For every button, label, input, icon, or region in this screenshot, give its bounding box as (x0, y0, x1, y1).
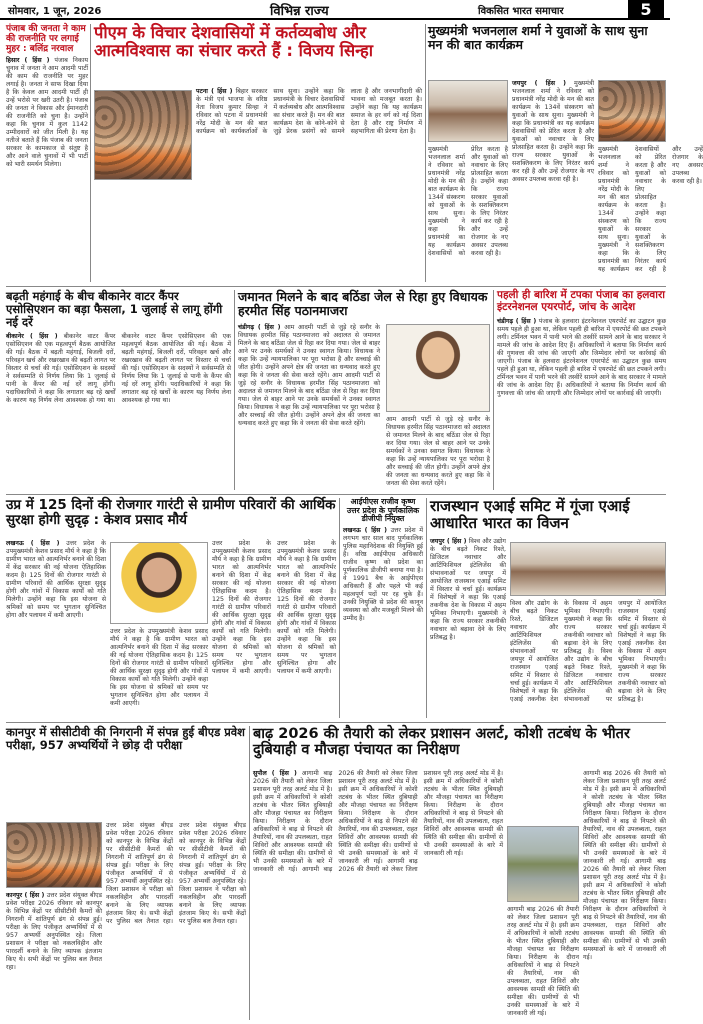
headline: पहली ही बारिश में टपका पंजाब का हलवारा इंटरनेशनल एयरपोर्ट, जांच के आदेश (497, 289, 665, 313)
dateline: बीकानेर ( हिंस ) (6, 332, 58, 340)
keshav-photo (110, 542, 208, 624)
row-rule (6, 722, 666, 723)
dateline: पटना ( हिंस ) (196, 88, 233, 95)
article-vijay-sinha (94, 24, 422, 282)
dateline: चंडीगढ़ ( हिंस ) (497, 317, 537, 325)
headline: बाढ़ 2026 की तैयारी को लेकर प्रशासन अलर्ट, कोशी तटबंध के भीतर दुबियाही व मौजहा पंचायत का निरीक्षण (253, 726, 630, 759)
article-bathinda (238, 290, 490, 490)
dateline: लखनऊ ( हिंस ) (6, 540, 60, 547)
section-title: विभिन्न राज्य (270, 4, 329, 19)
article-body-cont: मुख्यमंत्री भजनलाल शर्मा ने रविवार को प्रधानमंत्री नरेंद्र मोदी के मन की बात कार्यक्रम के 134वें संस्करण को युवाओं के साथ सुना। मुख्यमंत्री ने कहा कि प्रधानमंत्री का यह कार्यक्रम देशवासियों को प्रेरित करता है और युवाओं को नवाचार के लिए प्रोत्साहित करता है। उन्होंने कहा कि राज्य सरकार युवाओं के सशक्तिकरण के लिए निरंतर कार्य कर रही है और उन्हें रोजगार के नए अवसर उपलब्ध करवा रही है। (428, 146, 508, 257)
column-rule (90, 24, 91, 282)
page-number: 5 (628, 0, 664, 20)
column-rule (493, 290, 494, 490)
headline: पंजाब की जनता ने काम की राजनीति पर लगाई मुहर : बलिंद्र नरवाल (6, 24, 86, 55)
article-body-cont: मुख्यमंत्री भजनलाल शर्मा ने रविवार को प्रधानमंत्री नरेंद्र मोदी के मन की बात कार्यक्रम के 134वें संस्करण को युवाओं के साथ सुना। मुख्यमंत्री ने कहा कि प्रधानमंत्री का यह कार्यक्रम देशवासियों को प्रेरित करता है और युवाओं को नवाचार के लिए प्रोत्साहित करता है। उन्होंने कहा कि राज्य सरकार युवाओं के सशक्तिकरण के लिए निरंतर कार्य कर रही है और उन्हें रोजगार के नए अवसर उपलब्ध करवा रही है। (598, 146, 703, 273)
article-kanpur (6, 726, 246, 1020)
dateline: सुपौल ( हिंस ) (253, 770, 297, 777)
article-body: हिसार ( हिंस ) पंजाब निकाय चुनाव में जनता ने आम आदमी पार्टी की काम की राजनीति पर मुहर लगाई है। जनता ने साफ दिखा दिया है कि केवल आम आदमी पार्टी ही उन्हें भरोसे पर खरी उतरी है। पंजाब की जनता ने विकास और ईमानदारी की राजनीति को चुना है। उन्होंने कहा कि चुनाव में कुल 1142 उम्मीदवारों को जीत मिली है। यह नतीजे बताते हैं कि पंजाब की जनता सरकार के कामकाज से संतुष्ट है और आने वाले चुनावों में भी पार्टी को भारी समर्थन मिलेगा। (6, 57, 88, 169)
article-body: लखनऊ ( हिंस ) उत्तर प्रदेश के उपमुख्यमंत्री केशव प्रसाद मौर्य ने कहा है कि ग्रामीण भारत को आत्मनिर्भर बनाने की दिशा में केंद्र सरकार की नई योजना ऐतिहासिक कदम है। 125 दिनों की रोजगार गारंटी से ग्रामीण परिवारों की आर्थिक सुरक्षा सुदृढ़ होगी और गांवों में विकास कार्यों को गति मिलेगी। उन्होंने कहा कि इस योजना से श्रमिकों को समय पर भुगतान सुनिश्चित होगा और पलायन में कमी आएगी। (6, 540, 106, 619)
flood-photo (507, 826, 579, 902)
row-rule (6, 494, 666, 495)
article-body-cont: आगामी बाढ़ 2026 की तैयारी को लेकर जिला प्रशासन पूरी तरह अलर्ट मोड में है। इसी क्रम में अधिकारियों ने कोशी तटबंध के भीतर स्थित दुबियाही और मौजहा पंचायत का निरीक्षण किया। निरीक्षण के दौरान अधिकारियों ने बाढ़ से निपटने की तैयारियों, नाव की उपलब्धता, राहत शिविरों और आवश्यक सामग्री की स्थिति की समीक्षा की। ग्रामीणों से भी उनकी समस्याओं के बारे में जानकारी ली गई। आगामी बाढ़ 2026 की तैयारी को लेकर जिला प्रशासन पूरी तरह अलर्ट मोड में है। इसी क्रम में अधिकारियों ने कोशी तटबंध के भीतर स्थित दुबियाही और मौजहा पंचायत का निरीक्षण किया। निरीक्षण के दौरान अधिकारियों ने बाढ़ से निपटने की तैयारियों, नाव की उपलब्धता, राहत शिविरों और आवश्यक सामग्री की स्थिति की समीक्षा की। ग्रामीणों से भी उनकी समस्याओं के बारे में जानकारी ली गई। (583, 770, 666, 961)
article-body: बीकानेर ( हिंस ) बीकानेर वाटर कैंपर एसोसिएशन की एक महत्वपूर्ण बैठक आयोजित की गई। बैठक में बढ़ती महंगाई, बिजली दरों, परिवहन खर्च और रखरखाव की बढ़ती लागत पर विस्तार से चर्चा की गई। एसोसिएशन के सदस्यों ने सर्वसम्मति से निर्णय लिया कि 1 जुलाई से पानी के कैंपर की नई दरें लागू होंगी। पदाधिकारियों ने कहा कि लगातार बढ़ रहे खर्चों के कारण यह निर्णय लेना आवश्यक हो गया था। बीकानेर वाटर कैंपर एसोसिएशन की एक महत्वपूर्ण बैठक आयोजित की गई। बैठक में बढ़ती महंगाई, बिजली दरों, परिवहन खर्च और रखरखाव की बढ़ती लागत पर विस्तार से चर्चा की गई। एसोसिएशन के सदस्यों ने सर्वसम्मति से निर्णय लिया कि 1 जुलाई से पानी के कैंपर की नई दरें लागू होंगी। पदाधिकारियों ने कहा कि लगातार बढ़ रहे खर्चों के कारण यह निर्णय लेना आवश्यक हो गया था। (6, 332, 231, 404)
paper-name: विकसित भारत समाचार (478, 6, 564, 17)
article-body: सुपौल ( हिंस ) आगामी बाढ़ 2026 की तैयारी को लेकर जिला प्रशासन पूरी तरह अलर्ट मोड में है। इसी क्रम में अधिकारियों ने कोशी तटबंध के भीतर स्थित दुबियाही और मौजहा पंचायत का निरीक्षण किया। निरीक्षण के दौरान अधिकारियों ने बाढ़ से निपटने की तैयारियों, नाव की उपलब्धता, राहत शिविरों और आवश्यक सामग्री की स्थिति की समीक्षा की। ग्रामीणों से भी उनकी समस्याओं के बारे में जानकारी ली गई। आगामी बाढ़ 2026 की तैयारी को लेकर जिला प्रशासन पूरी तरह अलर्ट मोड में है। इसी क्रम में अधिकारियों ने कोशी तटबंध के भीतर स्थित दुबियाही और मौजहा पंचायत का निरीक्षण किया। निरीक्षण के दौरान अधिकारियों ने बाढ़ से निपटने की तैयारियों, नाव की उपलब्धता, राहत शिविरों और आवश्यक सामग्री की स्थिति की समीक्षा की। ग्रामीणों से भी उनकी समस्याओं के बारे में जानकारी ली गई। आगामी बाढ़ 2026 की तैयारी को लेकर जिला प्रशासन पूरी तरह अलर्ट मोड में है। इसी क्रम में अधिकारियों ने कोशी तटबंध के भीतर स्थित दुबियाही और मौजहा पंचायत का निरीक्षण किया। निरीक्षण के दौरान अधिकारियों ने बाढ़ से निपटने की तैयारियों, नाव की उपलब्धता, राहत शिविरों और आवश्यक सामग्री की स्थिति की समीक्षा की। ग्रामीणों से भी उनकी समस्याओं के बारे में जानकारी ली गई। (253, 770, 503, 873)
dateline: जयपुर ( हिंस ) (430, 538, 467, 545)
article-body: कानपुर ( हिंस ) उत्तर प्रदेश संयुक्त बीएड प्रवेश परीक्षा 2026 रविवार को कानपुर के विभिन्न केंद्रों पर सीसीटीवी कैमरों की निगरानी में शांतिपूर्ण ढंग से संपन्न हुई। परीक्षा के लिए पंजीकृत अभ्यर्थियों में से 957 अभ्यर्थी अनुपस्थित रहे। जिला प्रशासन ने परीक्षा को नकलविहीन और पारदर्शी बनाने के लिए व्यापक इंतजाम किए थे। सभी केंद्रों पर पुलिस बल तैनात रहा। (6, 892, 102, 971)
article-rajasthan-ai (430, 498, 666, 718)
page-header (0, 0, 670, 20)
exam-photo (6, 822, 102, 888)
event-photo (428, 80, 508, 142)
article-punjab (6, 24, 88, 282)
article-body: जयपुर ( हिंस ) मुख्यमंत्री भजनलाल शर्मा ने रविवार को प्रधानमंत्री नरेंद्र मोदी के मन की बात कार्यक्रम के 134वें संस्करण को युवाओं के साथ सुना। मुख्यमंत्री ने कहा कि प्रधानमंत्री का यह कार्यक्रम देशवासियों को प्रेरित करता है और युवाओं को नवाचार के लिए प्रोत्साहित करता है। उन्होंने कहा कि राज्य सरकार युवाओं के सशक्तिकरण के लिए निरंतर कार्य कर रही है और उन्हें रोजगार के नए अवसर उपलब्ध करवा रही है। (512, 80, 594, 183)
column-rule (425, 24, 426, 282)
dateline: लखनऊ ( हिंस ) (343, 527, 388, 535)
article-body: जयपुर ( हिंस ) विश्व और उद्योग के बीच बढ़ते निकट रिश्ते, डिजिटल नवाचार और आर्टिफिशियल इंटेलिजेंस की संभावनाओं पर जयपुर में आयोजित राजस्थान एआई समिट में विस्तार से चर्चा हुई। कार्यक्रम में विशेषज्ञों ने कहा कि एआई तकनीक देश के विकास में अहम भूमिका निभाएगी। मुख्यमंत्री ने कहा कि राज्य सरकार तकनीकी नवाचार को बढ़ावा देने के लिए प्रतिबद्ध है। (430, 538, 506, 641)
article-body: चंडीगढ़ ( हिंस ) पंजाब के हलवारा इंटरनेशनल एयरपोर्ट का उद्घाटन कुछ समय पहले ही हुआ था, लेकिन पहली ही बारिश में एयरपोर्ट की छत टपकने लगी। टर्मिनल भवन में पानी भरने की तस्वीरें सामने आने के बाद सरकार ने मामले की जांच के आदेश दिए हैं। अधिकारियों ने बताया कि निर्माण कार्य की गुणवत्ता की जांच की जाएगी और जिम्मेदार लोगों पर कार्रवाई की जाएगी। पंजाब के हलवारा इंटरनेशनल एयरपोर्ट का उद्घाटन कुछ समय पहले ही हुआ था, लेकिन पहली ही बारिश में एयरपोर्ट की छत टपकने लगी। टर्मिनल भवन में पानी भरने की तस्वीरें सामने आने के बाद सरकार ने मामले की जांच के आदेश दिए हैं। अधिकारियों ने बताया कि निर्माण कार्य की गुणवत्ता की जांच की जाएगी और जिम्मेदार लोगों पर कार्रवाई की जाएगी। (497, 317, 666, 397)
article-body: लखनऊ ( हिंस ) उत्तर प्रदेश में लगभग चार साल बाद पूर्णकालिक पुलिस महानिदेशक की नियुक्ति हुई है। वरिष्ठ आईपीएस अधिकारी राजीव कृष्ण को प्रदेश का पूर्णकालिक डीजीपी बनाया गया है। वे 1991 बैच के आईपीएस अधिकारी हैं और पहले भी कई महत्वपूर्ण पदों पर रह चुके हैं। उनकी नियुक्ति से प्रदेश की कानून व्यवस्था को और मजबूती मिलने की उम्मीद है। (343, 527, 424, 623)
article-body-cont: आम आदमी पार्टी से जुड़े रहे सनौर के विधायक हरमीत सिंह पठानमाजरा को अदालत से जमानत मिलने के बाद बठिंडा जेल से रिहा कर दिया गया। जेल से बाहर आने पर उनके समर्थकों ने उनका स्वागत किया। विधायक ने कहा कि उन्हें न्यायपालिका पर पूरा भरोसा है और सच्चाई की जीत होगी। उन्होंने अपने क्षेत्र की जनता का धन्यवाद करते हुए कहा कि वे जनता की सेवा करते रहेंगे। (386, 416, 491, 487)
article-body-cont: आगामी बाढ़ 2026 की तैयारी को लेकर जिला प्रशासन पूरी तरह अलर्ट मोड में है। इसी क्रम में अधिकारियों ने कोशी तटबंध के भीतर स्थित दुबियाही और मौजहा पंचायत का निरीक्षण किया। निरीक्षण के दौरान अधिकारियों ने बाढ़ से निपटने की तैयारियों, नाव की उपलब्धता, राहत शिविरों और आवश्यक सामग्री की स्थिति की समीक्षा की। ग्रामीणों से भी उनकी समस्याओं के बारे में जानकारी ली गई। (507, 906, 579, 1017)
article-body-cont: उत्तर प्रदेश के उपमुख्यमंत्री केशव प्रसाद मौर्य ने कहा है कि ग्रामीण भारत को आत्मनिर्भर बनाने की दिशा में केंद्र सरकार की नई योजना ऐतिहासिक कदम है। 125 दिनों की रोजगार गारंटी से ग्रामीण परिवारों की आर्थिक सुरक्षा सुदृढ़ होगी और गांवों में विकास कार्यों को गति मिलेगी। उन्होंने कहा कि इस योजना से श्रमिकों को समय पर भुगतान सुनिश्चित होगा और पलायन में कमी आएगी। उत्तर प्रदेश के उपमुख्यमंत्री केशव प्रसाद मौर्य ने कहा है कि ग्रामीण भारत को आत्मनिर्भर बनाने की दिशा में केंद्र सरकार की नई योजना ऐतिहासिक कदम है। 125 दिनों की रोजगार गारंटी से ग्रामीण परिवारों की आर्थिक सुरक्षा सुदृढ़ होगी और गांवों में विकास कार्यों को गति मिलेगी। उन्होंने कहा कि इस योजना से श्रमिकों को समय पर भुगतान सुनिश्चित होगा और पलायन में कमी आएगी। (212, 540, 336, 675)
headline: कानपुर में सीसीटीवी की निगरानी में संपन्न हुई बीएड प्रवेश परीक्षा, 957 अभ्यर्थियों ने छोड़ दी परीक्षा (6, 725, 245, 752)
event-photo (94, 90, 192, 180)
article-flood (253, 726, 666, 1020)
mla-photo (386, 324, 490, 412)
article-dgp (343, 498, 423, 718)
article-bhajanlal (428, 23, 703, 282)
row-rule (6, 286, 666, 287)
column-rule (339, 498, 340, 718)
headline: राजस्थान एआई समिट में गूंजा एआई आधारित भारत का विजन (430, 497, 630, 532)
dateline: जयपुर ( हिंस ) (512, 80, 567, 87)
article-halwara (497, 290, 666, 490)
article-bikaner (6, 290, 231, 490)
headline: मुख्यमंत्री भजनलाल शर्मा ने युवाओं के साथ सुना मन की बात कार्यक्रम (428, 23, 648, 52)
article-keshav-maurya (6, 498, 336, 718)
article-body-cont: उत्तर प्रदेश संयुक्त बीएड प्रवेश परीक्षा 2026 रविवार को कानपुर के विभिन्न केंद्रों पर सीसीटीवी कैमरों की निगरानी में शांतिपूर्ण ढंग से संपन्न हुई। परीक्षा के लिए पंजीकृत अभ्यर्थियों में से 957 अभ्यर्थी अनुपस्थित रहे। जिला प्रशासन ने परीक्षा को नकलविहीन और पारदर्शी बनाने के लिए व्यापक इंतजाम किए थे। सभी केंद्रों पर पुलिस बल तैनात रहा। उत्तर प्रदेश संयुक्त बीएड प्रवेश परीक्षा 2026 रविवार को कानपुर के विभिन्न केंद्रों पर सीसीटीवी कैमरों की निगरानी में शांतिपूर्ण ढंग से संपन्न हुई। परीक्षा के लिए पंजीकृत अभ्यर्थियों में से 957 अभ्यर्थी अनुपस्थित रहे। जिला प्रशासन ने परीक्षा को नकलविहीन और पारदर्शी बनाने के लिए व्यापक इंतजाम किए थे। सभी केंद्रों पर पुलिस बल तैनात रहा। (106, 822, 246, 925)
headline: बढ़ती महंगाई के बीच बीकानेर वाटर कैंपर एसोसिएशन का बड़ा फैसला, 1 जुलाई से लागू होंगी नई दरें (6, 289, 223, 329)
article-body-cont: विश्व और उद्योग के बीच बढ़ते निकट रिश्ते, डिजिटल नवाचार और आर्टिफिशियल इंटेलिजेंस की संभावनाओं पर जयपुर में आयोजित राजस्थान एआई समिट में विस्तार से चर्चा हुई। कार्यक्रम में विशेषज्ञों ने कहा कि एआई तकनीक देश के विकास में अहम भूमिका निभाएगी। मुख्यमंत्री ने कहा कि राज्य सरकार तकनीकी नवाचार को बढ़ावा देने के लिए प्रतिबद्ध है। विश्व और उद्योग के बीच बढ़ते निकट रिश्ते, डिजिटल नवाचार और आर्टिफिशियल इंटेलिजेंस की संभावनाओं पर जयपुर में आयोजित राजस्थान एआई समिट में विस्तार से चर्चा हुई। कार्यक्रम में विशेषज्ञों ने कहा कि एआई तकनीक देश के विकास में अहम भूमिका निभाएगी। मुख्यमंत्री ने कहा कि राज्य सरकार तकनीकी नवाचार को बढ़ावा देने के लिए प्रतिबद्ध है। (510, 600, 666, 703)
article-body: पटना ( हिंस ) बिहार सरकार के मंत्री एवं भाजपा के वरिष्ठ नेता विजय कुमार सिन्हा ने रविवार को पटना में प्रधानमंत्री नरेंद्र मोदी के मन की बात कार्यक्रम को कार्यकर्ताओं के साथ सुना। उन्होंने कहा कि प्रधानमंत्री के विचार देशवासियों में कर्तव्यबोध और आत्मविश्वास का संचार करते हैं। मन की बात कार्यक्रम देश के कोने-कोने से जुड़े प्रेरक प्रसंगों को सामने लाता है और जनभागीदारी की भावना को मजबूत करता है। उन्होंने कहा कि यह कार्यक्रम समाज के हर वर्ग को नई दिशा देता है और राष्ट्र निर्माण में सहभागिता की प्रेरणा देता है। (196, 88, 422, 135)
headline: आईपीएस राजीव कृष्ण उत्तर प्रदेश के पूर्णकालिक डीजीपी नियुक्त (346, 497, 420, 524)
dateline: चंडीगढ़ ( हिंस ) (238, 324, 281, 331)
headline: उप्र में 125 दिनों की रोजगार गारंटी से ग्रामीण परिवारों की आर्थिक सुरक्षा होगी सुदृढ़ : केशव प्रसाद मौर्य (6, 497, 336, 529)
summit-photo (510, 542, 666, 596)
article-body-cont: उत्तर प्रदेश के उपमुख्यमंत्री केशव प्रसाद मौर्य ने कहा है कि ग्रामीण भारत को आत्मनिर्भर बनाने की दिशा में केंद्र सरकार की नई योजना ऐतिहासिक कदम है। 125 दिनों की रोजगार गारंटी से ग्रामीण परिवारों की आर्थिक सुरक्षा सुदृढ़ होगी और गांवों में विकास कार्यों को गति मिलेगी। उन्होंने कहा कि इस योजना से श्रमिकों को समय पर भुगतान सुनिश्चित होगा और पलायन में कमी आएगी। (110, 628, 208, 707)
event-photo (598, 80, 666, 142)
column-rule (426, 498, 427, 718)
column-rule (234, 290, 235, 490)
issue-date: सोमवार, 1 जून, 2026 (8, 6, 102, 17)
article-body: चंडीगढ़ ( हिंस ) आम आदमी पार्टी से जुड़े रहे सनौर के विधायक हरमीत सिंह पठानमाजरा को अदालत से जमानत मिलने के बाद बठिंडा जेल से रिहा कर दिया गया। जेल से बाहर आने पर उनके समर्थकों ने उनका स्वागत किया। विधायक ने कहा कि उन्हें न्यायपालिका पर पूरा भरोसा है और सच्चाई की जीत होगी। उन्होंने अपने क्षेत्र की जनता का धन्यवाद करते हुए कहा कि वे जनता की सेवा करते रहेंगे। आम आदमी पार्टी से जुड़े रहे सनौर के विधायक हरमीत सिंह पठानमाजरा को अदालत से जमानत मिलने के बाद बठिंडा जेल से रिहा कर दिया गया। जेल से बाहर आने पर उनके समर्थकों ने उनका स्वागत किया। विधायक ने कहा कि उन्हें न्यायपालिका पर पूरा भरोसा है और सच्चाई की जीत होगी। उन्होंने अपने क्षेत्र की जनता का धन्यवाद करते हुए कहा कि वे जनता की सेवा करते रहेंगे। (238, 324, 380, 427)
column-rule (249, 726, 250, 1020)
headline: पीएम के विचार देशवासियों में कर्तव्यबोध और आत्मविश्वास का संचार करते हैं : विजय सिन्हा (94, 23, 374, 61)
dateline: कानपुर ( हिंस ) (6, 892, 45, 899)
headline: जमानत मिलने के बाद बठिंडा जेल से रिहा हुए विधायक हरमीत सिंह पठानमाजरा (238, 289, 488, 318)
dateline: हिसार ( हिंस ) (6, 57, 50, 65)
